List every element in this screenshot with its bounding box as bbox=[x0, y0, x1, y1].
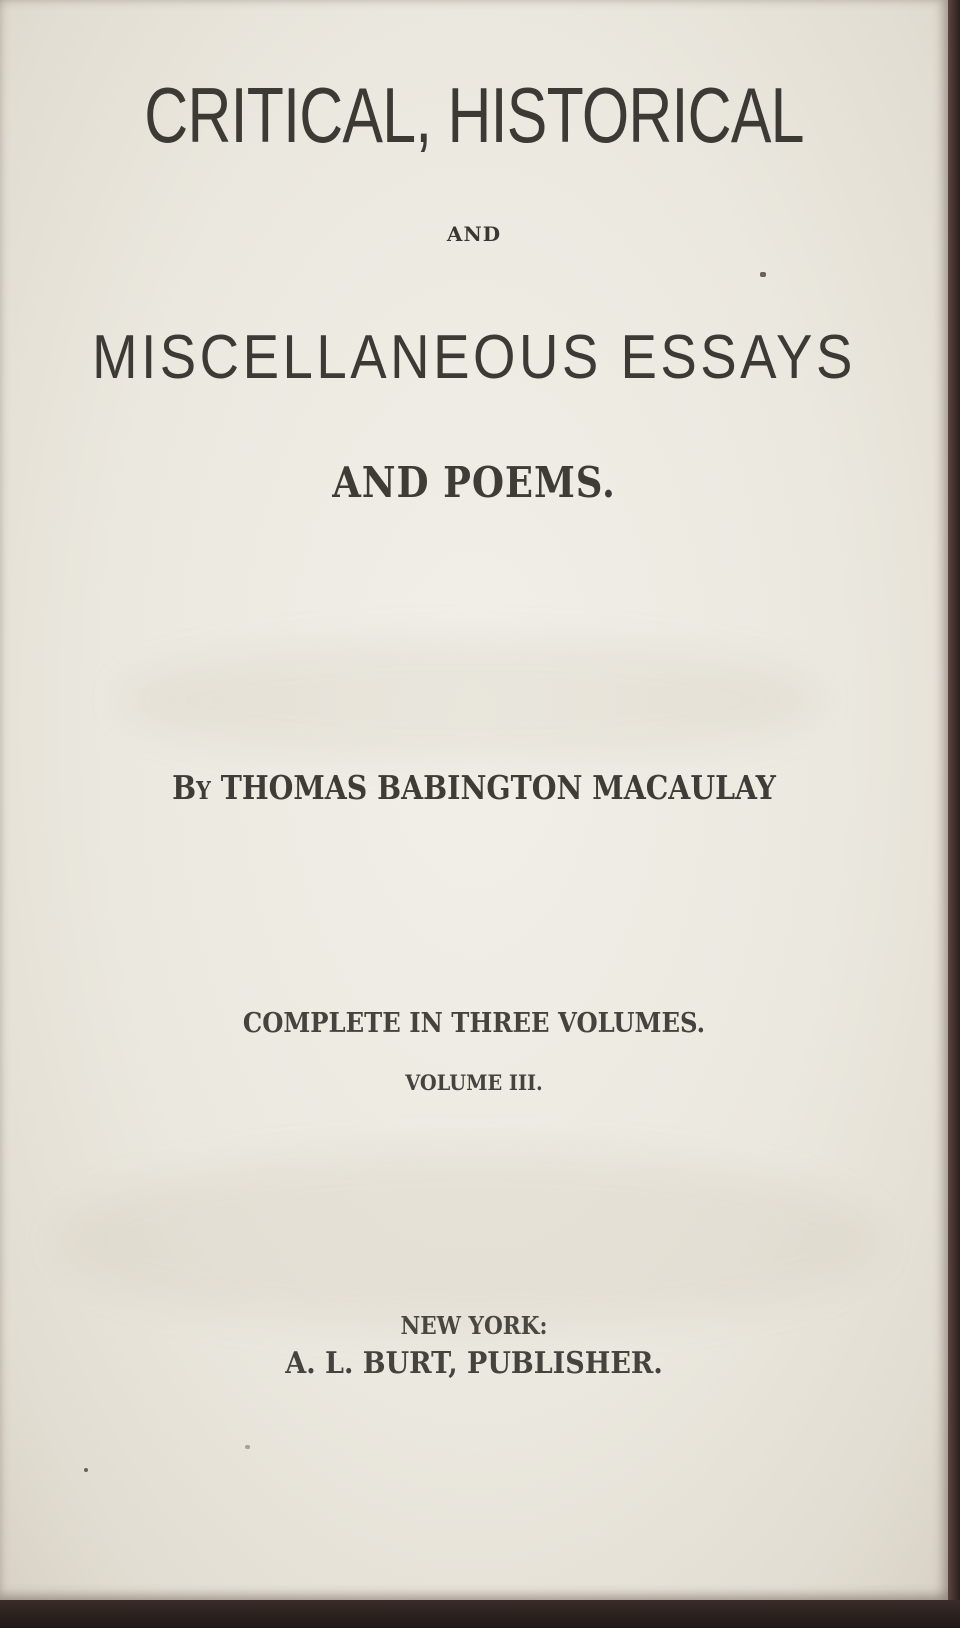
book-title-line-3: AND POEMS. bbox=[332, 458, 616, 507]
author-line bbox=[66, 768, 881, 807]
author-name: THOMAS BABINGTON MACAULAY bbox=[210, 768, 776, 807]
edition-note: COMPLETE IN THREE VOLUMES. bbox=[242, 1008, 706, 1039]
book-title-line-2: MISCELLANEOUS ESSAYS bbox=[92, 323, 856, 392]
paper-stain bbox=[120, 640, 820, 760]
paper-speck bbox=[245, 1445, 250, 1449]
volume-number: VOLUME III. bbox=[405, 1070, 543, 1095]
author-prefix-y: Y bbox=[196, 776, 211, 805]
publisher-name: A. L. BURT, PUBLISHER. bbox=[285, 1346, 663, 1381]
author-prefix-b: B bbox=[172, 768, 197, 807]
paper-stain bbox=[60, 1150, 880, 1330]
paper-speck bbox=[84, 1468, 88, 1472]
paper-speck bbox=[760, 272, 766, 277]
book-title-line-1: CRITICAL, HISTORICAL bbox=[144, 71, 804, 159]
publication-place: NEW YORK: bbox=[400, 1311, 548, 1340]
book-edge-bottom bbox=[0, 1600, 960, 1628]
book-edge-right bbox=[948, 0, 960, 1628]
title-conjunction: AND bbox=[446, 222, 502, 246]
